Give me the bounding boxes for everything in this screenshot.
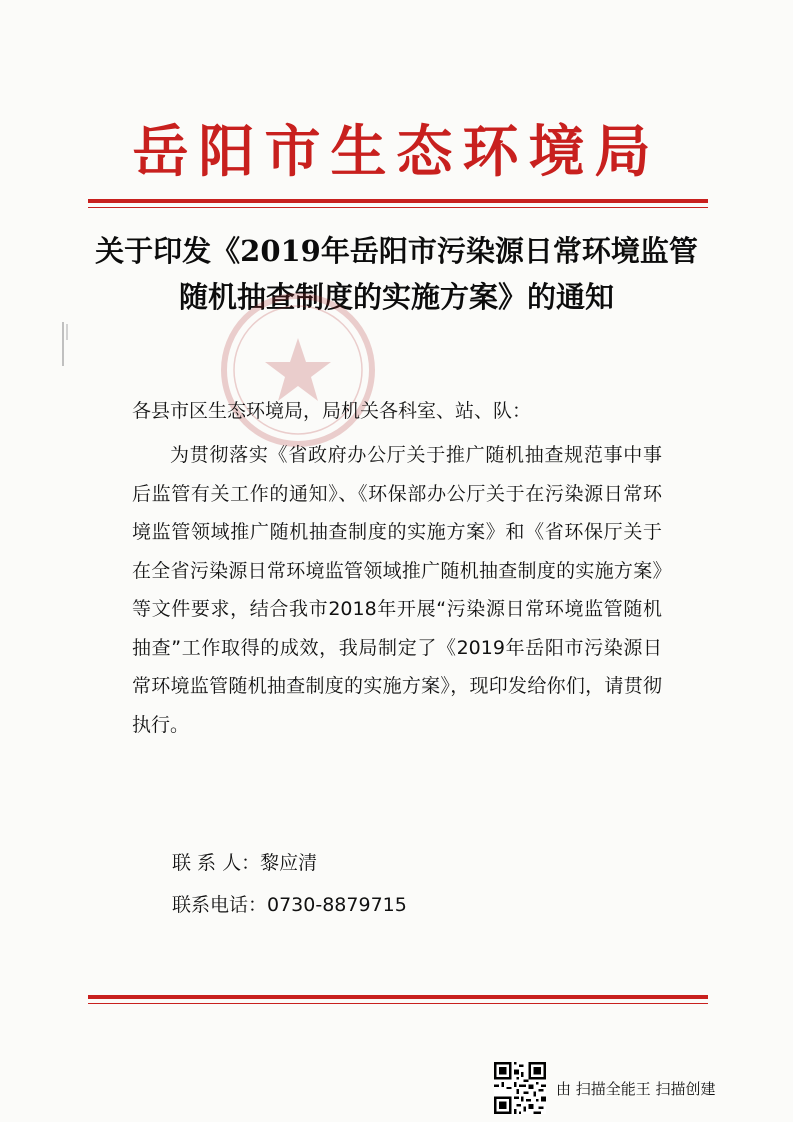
doc-title-line-1: 关于印发《2019年岳阳市污染源日常环境监管 [95, 234, 698, 268]
greeting: 各县市区生态环境局，局机关各科室、站、队： [132, 400, 532, 422]
doc-title-line-2: 随机抽查制度的实施方案》的通知 [178, 280, 614, 314]
contact-person: 联 系 人：黎应清 [172, 852, 318, 874]
header-rule-thick [88, 199, 708, 203]
scanner-watermark [494, 1060, 779, 1116]
scanner-watermark-text: 由 扫描全能王 扫描创建 [556, 1079, 716, 1098]
org-name-header: 岳阳市生态环境局 [132, 119, 661, 185]
contact-phone: 联系电话：0730-8879715 [172, 894, 407, 916]
footer-rule-thin [88, 1003, 708, 1004]
binder-mark-icon [60, 320, 70, 368]
body-paragraph: 为贯彻落实《省政府办公厅关于推广随机抽查规范事中事后监管有关工作的通知》、《环保部办公厅关于在污染源日常环境监管领域推广随机抽查制度的实施方案》和《省环保厅关于在全省污染源日常环境监管领域推广随机抽查制度的实施方案》等文件要求，结合我市2018年开展“污染源日常环境监管随机抽查”工作取得的成效，我局制定了《2019年岳阳市污染源日常环境监管随机抽查制度的实施方案》，现印发给你们，请贯彻执行。 [132, 444, 662, 736]
body-paragraph-block [132, 436, 662, 744]
star-seal-icon [218, 290, 378, 450]
qr-code-icon [494, 1062, 546, 1114]
header-rule-thin [88, 207, 708, 208]
footer-rule-thick [88, 995, 708, 999]
